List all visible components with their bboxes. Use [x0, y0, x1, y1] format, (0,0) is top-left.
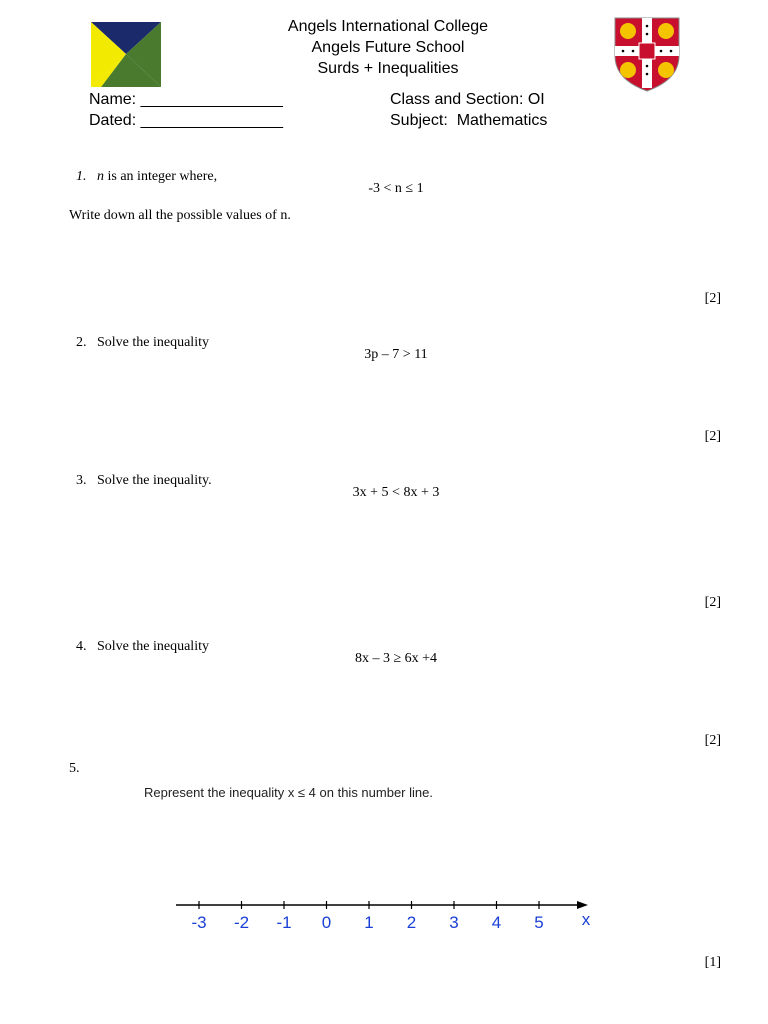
- question-2-marks: [2]: [704, 429, 721, 444]
- question-1-marks: [2]: [704, 291, 721, 306]
- question-number: 2.: [76, 335, 87, 350]
- question-3-expression: 3x + 5 < 8x + 3: [352, 485, 440, 500]
- worksheet-title: Surds + Inequalities: [317, 60, 459, 77]
- number-line-tick-label: -1: [276, 913, 292, 932]
- question-1-expression: -3 < n ≤ 1: [368, 181, 424, 196]
- class-section-field: Class and Section: OI: [390, 91, 545, 108]
- school-header: [0, 16, 768, 79]
- college-name: Angels International College: [287, 18, 489, 35]
- question-5-prompt: Represent the inequality x ≤ 4 on this number line.: [144, 785, 433, 800]
- number-line-tick-label: 5: [534, 913, 544, 932]
- question-5-marks: [1]: [704, 955, 721, 970]
- question-prompt: Solve the inequality: [97, 335, 209, 350]
- number-line-arrowhead: [577, 901, 588, 909]
- school-name: Angels Future School: [311, 39, 465, 56]
- question-number: 1.: [76, 169, 87, 184]
- question-1-followup: Write down all the possible values of n.: [69, 208, 291, 223]
- number-line-tick-label: 2: [406, 913, 417, 932]
- question-4-expression: 8x – 3 ≥ 6x +4: [354, 651, 438, 666]
- variable-n: n: [97, 169, 104, 184]
- number-line-tick-label: -2: [233, 913, 250, 932]
- question-5-number: 5.: [69, 761, 80, 776]
- number-line-axis-label: x: [581, 910, 591, 929]
- number-line-tick-label: 3: [449, 913, 459, 932]
- question-3-marks: [2]: [704, 595, 721, 610]
- question-2-expression: 3p – 7 > 11: [364, 347, 428, 362]
- number-line-tick-label: -3: [191, 913, 207, 932]
- question-number: 4.: [76, 639, 87, 654]
- name-field: Name: ________________: [89, 91, 283, 108]
- number-line-tick-label: 0: [321, 913, 332, 932]
- number-line: [170, 895, 600, 940]
- number-line-tick-label: 1: [364, 913, 374, 932]
- question-prompt: Solve the inequality: [97, 639, 209, 654]
- question-4-marks: [2]: [704, 733, 721, 748]
- question-prompt: is an integer where,: [104, 169, 218, 184]
- question-prompt: Solve the inequality.: [97, 473, 212, 488]
- subject-field: Subject: Mathematics: [390, 112, 548, 129]
- dated-field: Dated: ________________: [89, 112, 283, 129]
- question-number: 3.: [76, 473, 87, 488]
- number-line-tick-label: 4: [491, 913, 502, 932]
